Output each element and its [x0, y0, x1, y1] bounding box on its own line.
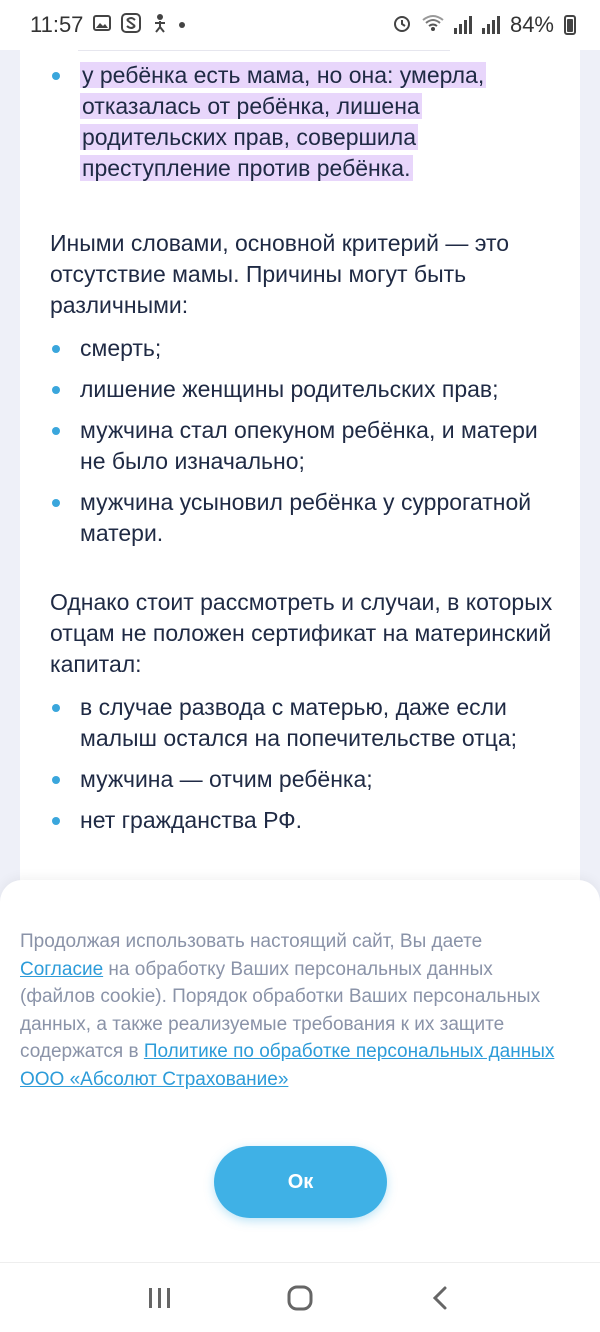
bullet-icon [52, 817, 60, 825]
status-bar [0, 0, 600, 50]
cookie-banner [0, 880, 600, 1262]
bullet-icon [52, 499, 60, 507]
signal-icon [454, 16, 472, 34]
paragraph: Однако стоит рассмотреть и случаи, в которых отцам не положен сертификат на материнский капитал: [50, 589, 553, 677]
list-item [50, 374, 560, 405]
list-item-text: смерть; [80, 335, 162, 361]
paragraph: Иными словами, основной критерий — это отсутствие мамы. Причины могут быть различными: [50, 230, 510, 318]
divider [78, 50, 450, 51]
article-content [50, 60, 560, 846]
clock: 11:57 [30, 12, 84, 37]
accessibility-icon [151, 13, 169, 38]
list-item-text: мужчина стал опекуном ребёнка, и матери не было изначально; [80, 417, 538, 474]
privacy-policy-link[interactable]: Политике по обработке персональных данных ООО «Абсолют Страхование» [20, 1041, 555, 1090]
battery-percent: 84% [509, 12, 554, 37]
cookie-text [20, 928, 560, 1093]
list-item-text: в случае развода с матерью, даже если малыш остался на попечительстве отца; [80, 694, 518, 751]
wifi-icon [422, 14, 444, 37]
list-item [50, 60, 560, 184]
bullet-icon [52, 345, 60, 353]
status-right [392, 12, 576, 38]
battery-icon [564, 15, 576, 35]
list-item-text: нет гражданства РФ. [80, 807, 303, 833]
list-item [50, 487, 560, 549]
home-icon[interactable] [280, 1278, 320, 1318]
list-item [50, 333, 560, 364]
bullet-icon [52, 704, 60, 712]
list-item-text: мужчина — отчим ребёнка; [80, 766, 373, 792]
list-item-text: лишение женщины родительских прав; [80, 376, 499, 402]
list-item [50, 415, 560, 477]
navigation-bar [0, 1262, 600, 1332]
highlighted-text: у ребёнка есть мама, но она: умерла, отказалась от ребёнка, лишена родительских прав, совершила преступление против ребёнка. [82, 62, 485, 181]
bullet-icon [52, 72, 60, 80]
dot-icon [179, 22, 185, 28]
s-app-icon [121, 13, 141, 38]
list-item [50, 805, 560, 836]
bullet-icon [52, 427, 60, 435]
exceptions-list [50, 692, 560, 836]
image-icon [93, 15, 111, 36]
cookie-text-part: на обработку Ваших персональных данных (файлов cookie). Порядок обработки Ваших персональных данных, а также реализуемые требования к их защите содержатся в [20, 958, 541, 1062]
list-item [50, 764, 560, 795]
status-left [30, 12, 185, 38]
reasons-list [50, 333, 560, 549]
alarm-icon [392, 13, 412, 38]
back-icon[interactable] [420, 1278, 460, 1318]
consent-link[interactable]: Согласие [20, 958, 104, 980]
cookie-text-part: Продолжая использовать настоящий сайт, Вы даете [20, 931, 483, 952]
ok-button[interactable]: Ок [214, 1146, 387, 1218]
bullet-icon [52, 386, 60, 394]
signal-icon [482, 16, 500, 34]
list-item [50, 692, 560, 754]
criteria-list [50, 60, 560, 184]
bullet-icon [52, 776, 60, 784]
recent-apps-icon[interactable] [140, 1278, 180, 1318]
list-item-text: мужчина усыновил ребёнка у суррогатной матери. [80, 489, 532, 546]
